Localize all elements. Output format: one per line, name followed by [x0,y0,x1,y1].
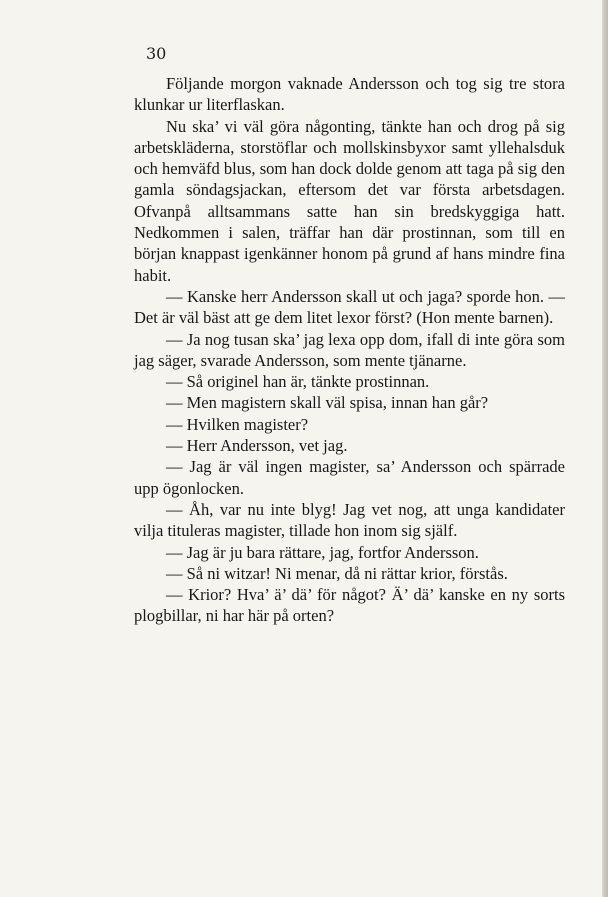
paragraph: Följande morgon vaknade Andersson och tog sig tre stora klunkar ur literflaskan. [134,74,565,115]
paragraph: — Men magistern skall väl spisa, innan han går? [166,393,489,413]
paragraph: — Herr Andersson, vet jag. [166,436,348,456]
paragraph: — Så ni witzar! Ni menar, då ni rättar krior, förstås. [166,563,508,583]
page-number: 30 [146,44,167,63]
page-edge [602,0,608,897]
body-text [134,73,565,627]
paragraph: — Åh, var nu inte blyg! Jag vet nog, att unga kandidater vilja tituleras magister, tillade hon inom sig själf. [134,499,565,541]
paragraph: — Jag är väl ingen magister, sa’ Andersson och spärrade upp ögonlocken. [134,457,565,498]
paragraph: — Kanske herr Andersson skall ut och jaga? sporde hon. — Det är väl bäst att ge dem litet lexor först? (Hon mente barnen). [134,286,565,328]
paragraph: — Ja nog tusan ska’ jag lexa opp dom, ifall di inte göra som jag säger, svarade Andersson, som mente tjänarne. [134,329,565,370]
paragraph: Nu ska’ vi väl göra någonting, tänkte han och drog på sig arbetskläderna, storstöflar och mollskinsbyxor samt yllehalsduk och hemväfd blus, som han dock dolde genom att taga på sig den gamla söndagsjackan, eftersom det var första arbetsdagen. Ofvanpå alltsammans satte han sin bredskyggiga hatt. Nedkommen i salen, träffar han där prostinnan, som till en början knappast igenkänner honom på grund af hans mindre fina habit. [134,116,565,285]
paragraph: — Jag är ju bara rättare, jag, fortfor Andersson. [166,542,479,562]
paragraph: — Hvilken magister? [166,414,309,434]
paragraph: — Krior? Hva’ ä’ dä’ för något? Ä’ dä’ kanske en ny sorts plogbillar, ni har här på orten? [134,585,565,626]
paragraph: — Så originel han är, tänkte prostinnan. [166,372,430,392]
